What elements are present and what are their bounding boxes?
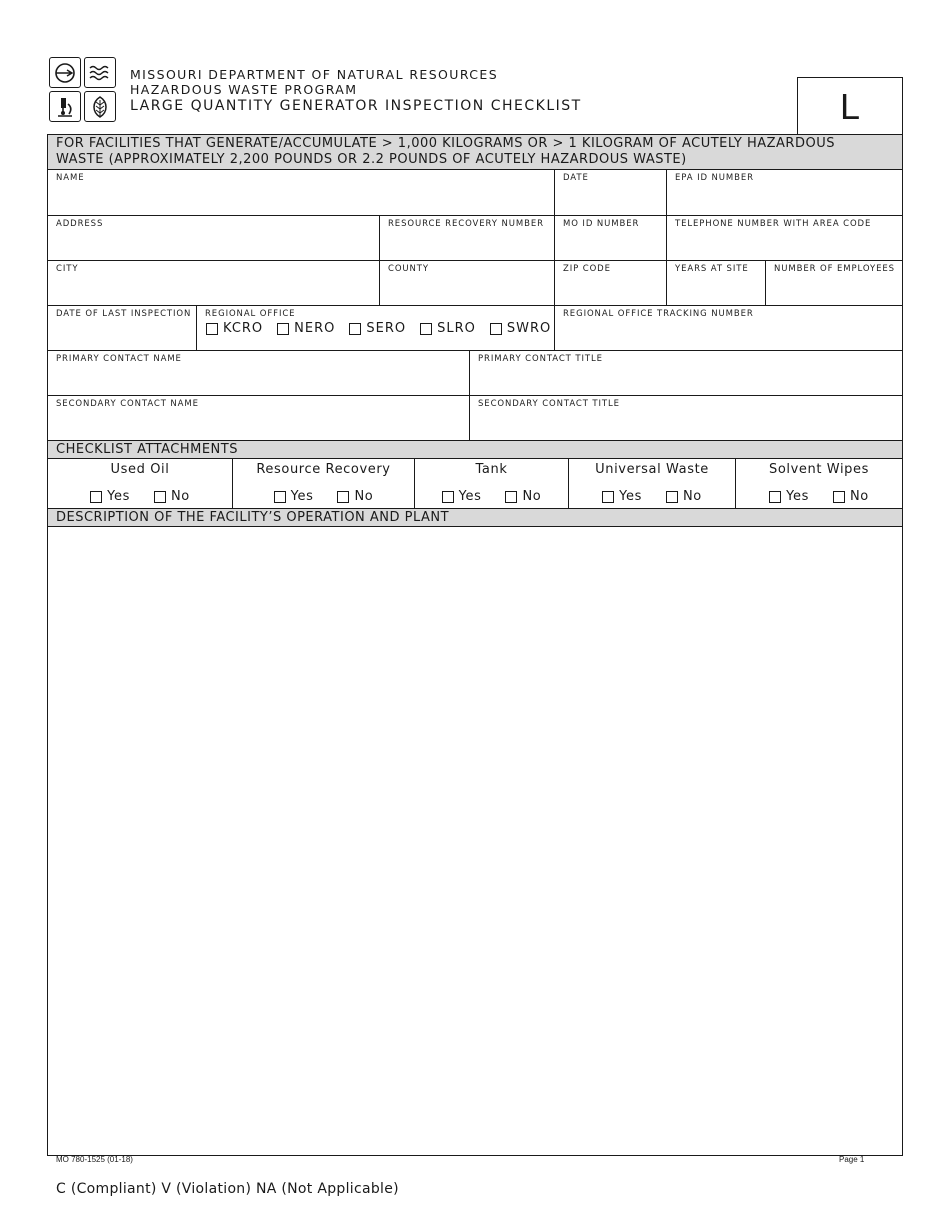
attachment-title: Solvent Wipes: [769, 462, 869, 477]
attachments-row: [48, 459, 902, 509]
checkbox[interactable]: [833, 491, 845, 503]
city-label: CITY: [56, 264, 79, 274]
row-secondary-contact: [48, 396, 902, 441]
last-inspection-label: DATE OF LAST INSPECTION: [56, 309, 192, 319]
yes-label: Yes: [619, 489, 642, 504]
row-primary-contact: [48, 351, 902, 396]
no-label: No: [849, 489, 869, 504]
regional-office-options: [206, 321, 565, 336]
no-label: No: [354, 489, 374, 504]
attachment-resource-recovery: [232, 459, 414, 508]
checkbox[interactable]: [206, 323, 218, 335]
employees-field[interactable]: [765, 261, 902, 305]
office-option-nero[interactable]: [277, 321, 335, 336]
employees-label: NUMBER OF EMPLOYEES: [774, 264, 895, 274]
used-oil-no[interactable]: [154, 489, 190, 504]
row-name-date-epa: [48, 170, 902, 216]
attachment-solvent-wipes: [735, 459, 902, 508]
department-logo: [49, 57, 117, 123]
attachment-universal-waste: [568, 459, 735, 508]
checkbox[interactable]: [277, 323, 289, 335]
tracking-number-field[interactable]: [554, 306, 902, 350]
office-option-kcro[interactable]: [206, 321, 263, 336]
mo-id-field[interactable]: [554, 216, 666, 260]
resource-recovery-number-label: RESOURCE RECOVERY NUMBER: [388, 219, 544, 229]
zip-label: ZIP CODE: [563, 264, 611, 274]
no-label: No: [170, 489, 190, 504]
water-waves-icon: [84, 57, 116, 88]
no-label: No: [682, 489, 702, 504]
page-number: Page 1: [839, 1155, 865, 1164]
office-label: SERO: [366, 321, 407, 336]
mo-id-label: MO ID NUMBER: [563, 219, 640, 229]
compliance-legend: C (Compliant) V (Violation) NA (Not Applicable): [56, 1181, 399, 1197]
resource-recovery-yes[interactable]: [274, 489, 314, 504]
checkbox[interactable]: [420, 323, 432, 335]
checkbox[interactable]: [505, 491, 517, 503]
primary-contact-name-label: PRIMARY CONTACT NAME: [56, 354, 182, 364]
solvent-wipes-yes[interactable]: [769, 489, 809, 504]
regional-office-label: REGIONAL OFFICE: [205, 309, 296, 319]
office-label: KCRO: [223, 321, 264, 336]
description-textarea[interactable]: [48, 527, 902, 1155]
regional-office-field: [196, 306, 554, 350]
checkbox[interactable]: [769, 491, 781, 503]
attachment-title: Used Oil: [110, 462, 170, 477]
resource-recovery-number-field[interactable]: [379, 216, 554, 260]
microscope-icon: [49, 91, 81, 122]
attachment-title: Tank: [475, 462, 508, 477]
years-at-site-field[interactable]: [666, 261, 765, 305]
row-city: [48, 261, 902, 306]
form-letter-box: L: [797, 77, 903, 135]
attachment-used-oil: [48, 459, 232, 508]
primary-contact-title-field[interactable]: [469, 351, 902, 395]
address-field[interactable]: [48, 216, 379, 260]
zip-field[interactable]: [554, 261, 666, 305]
program-name: HAZARDOUS WASTE PROGRAM: [130, 82, 358, 97]
city-field[interactable]: [48, 261, 379, 305]
office-label: SWRO: [506, 321, 552, 336]
yes-label: Yes: [458, 489, 482, 504]
primary-contact-name-field[interactable]: [48, 351, 469, 395]
telephone-field[interactable]: [666, 216, 902, 260]
county-label: COUNTY: [388, 264, 429, 274]
yes-label: Yes: [107, 489, 130, 504]
name-field[interactable]: [48, 170, 554, 215]
checkbox[interactable]: [442, 491, 454, 503]
no-label: No: [522, 489, 542, 504]
checkbox[interactable]: [90, 491, 102, 503]
secondary-contact-name-label: SECONDARY CONTACT NAME: [56, 399, 199, 409]
date-label: DATE: [563, 173, 589, 183]
yes-label: Yes: [786, 489, 809, 504]
telephone-label: TELEPHONE NUMBER WITH AREA CODE: [675, 219, 872, 229]
used-oil-yes[interactable]: [90, 489, 130, 504]
facility-note-line2: WASTE (APPROXIMATELY 2,200 POUNDS OR 2.2 POUNDS OF ACUTELY HAZARDOUS WASTE): [56, 152, 687, 167]
name-label: NAME: [56, 173, 85, 183]
attachment-title: Resource Recovery: [256, 462, 391, 477]
epa-id-label: EPA ID NUMBER: [675, 173, 754, 183]
universal-waste-no[interactable]: [666, 489, 702, 504]
office-option-sero[interactable]: [349, 321, 406, 336]
checkbox[interactable]: [349, 323, 361, 335]
form-code: MO 780-1525 (01-18): [56, 1155, 133, 1164]
yes-label: Yes: [290, 489, 314, 504]
form-title: LARGE QUANTITY GENERATOR INSPECTION CHECKLIST: [130, 98, 582, 114]
leaf-icon: [84, 91, 116, 122]
row-address: [48, 216, 902, 261]
county-field[interactable]: [379, 261, 554, 305]
tank-yes[interactable]: [442, 489, 482, 504]
secondary-contact-title-field[interactable]: [469, 396, 902, 440]
office-label: SLRO: [437, 321, 476, 336]
epa-id-field[interactable]: [666, 170, 902, 215]
resource-recovery-no[interactable]: [337, 489, 373, 504]
date-field[interactable]: [554, 170, 666, 215]
tracking-number-label: REGIONAL OFFICE TRACKING NUMBER: [563, 309, 754, 319]
years-at-site-label: YEARS AT SITE: [675, 264, 749, 274]
row-inspection-office: [48, 306, 902, 351]
office-option-swro[interactable]: [490, 321, 551, 336]
checkbox[interactable]: [666, 491, 678, 503]
universal-waste-yes[interactable]: [602, 489, 642, 504]
checkbox[interactable]: [490, 323, 502, 335]
last-inspection-field[interactable]: [48, 306, 196, 350]
department-name: MISSOURI DEPARTMENT OF NATURAL RESOURCES: [130, 67, 499, 82]
tank-no[interactable]: [505, 489, 541, 504]
description-heading: DESCRIPTION OF THE FACILITY’S OPERATION AND PLANT: [48, 509, 902, 527]
sun-icon: [49, 57, 81, 88]
checkbox[interactable]: [337, 491, 349, 503]
office-option-slro[interactable]: [420, 321, 476, 336]
checkbox[interactable]: [602, 491, 614, 503]
primary-contact-title-label: PRIMARY CONTACT TITLE: [478, 354, 603, 364]
address-label: ADDRESS: [56, 219, 104, 229]
secondary-contact-title-label: SECONDARY CONTACT TITLE: [478, 399, 620, 409]
solvent-wipes-no[interactable]: [833, 489, 869, 504]
secondary-contact-name-field[interactable]: [48, 396, 469, 440]
office-label: NERO: [294, 321, 336, 336]
checkbox[interactable]: [154, 491, 166, 503]
attachment-title: Universal Waste: [595, 462, 709, 477]
facility-note-line1: FOR FACILITIES THAT GENERATE/ACCUMULATE > 1,000 KILOGRAMS OR > 1 KILOGRAM OF ACUTELY HAZARDOUS: [56, 136, 835, 151]
facility-note-band: [48, 135, 902, 170]
inspection-form: [47, 134, 903, 1156]
checklist-attachments-heading: CHECKLIST ATTACHMENTS: [48, 441, 902, 459]
checkbox[interactable]: [274, 491, 286, 503]
attachment-tank: [414, 459, 568, 508]
